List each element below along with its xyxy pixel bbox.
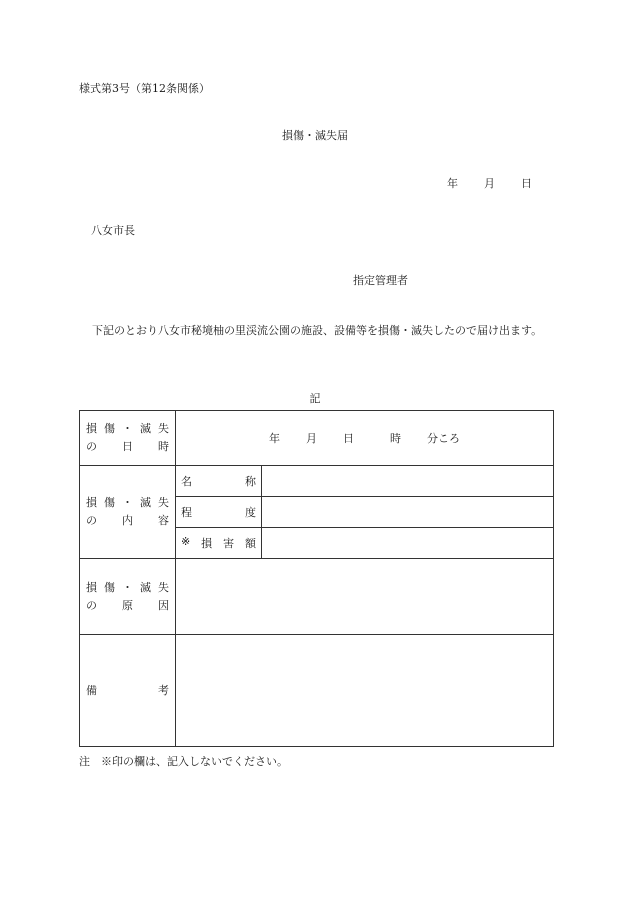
label-char: の [86,514,97,527]
label-char: 内 [122,514,133,527]
label-char: 度 [245,506,256,519]
date-day-label: 日 [521,177,532,190]
label-char: 失 [158,580,169,594]
date-year-label: 年 [447,177,458,190]
body-paragraph: 下記のとおり八女市秘境柚の里渓流公園の施設、設備等を損傷・滅失したので届け出ます。 [92,324,543,337]
footnote: 注 ※印の欄は、記入しないでください。 [79,755,288,768]
sublabel-damage-amount [176,528,262,559]
damage-amount-field[interactable] [262,528,554,559]
label-char: 備 [86,683,97,697]
table-row-remarks [80,635,554,747]
label-char: 損 [201,537,213,550]
label-datetime [80,411,176,466]
report-table [79,410,554,747]
label-char: 滅 [140,580,151,594]
label-char: 傷 [104,422,115,435]
label-char: 額 [244,537,256,550]
label-char: 容 [158,514,169,527]
cause-field[interactable] [176,559,554,635]
label-char: 日 [122,440,133,453]
datetime-hour-label: 時 [390,432,401,445]
datetime-month-label: 月 [306,432,317,445]
label-char: 損 [86,422,97,435]
label-char: 損 [86,496,97,509]
label-char: 程 [181,506,192,519]
designated-manager-label: 指定管理者 [353,274,408,287]
label-char: 因 [158,598,169,612]
table-row-datetime [80,411,554,466]
label-char: 名 [181,475,192,488]
form-number: 様式第3号（第12条関係） [79,82,210,95]
label-char: 失 [158,422,169,435]
label-char: ・ [122,422,133,435]
degree-field[interactable] [262,497,554,528]
table-row-content-name [80,466,554,497]
label-char: 原 [122,598,133,612]
document-title: 損傷・滅失届 [282,129,348,142]
label-content [80,466,176,559]
addressee: 八女市長 [91,224,135,237]
label-char: 失 [158,496,169,509]
label-char: 滅 [140,422,151,435]
remarks-field[interactable] [176,635,554,747]
label-char: 害 [223,537,235,550]
table-row-cause [80,559,554,635]
label-cause [80,559,176,635]
submission-date [447,175,532,191]
label-char: ・ [122,580,133,594]
datetime-field[interactable] [176,411,554,466]
label-char: 損 [86,580,97,594]
ki-heading: 記 [309,392,321,405]
label-char: 傷 [104,496,115,509]
date-month-label: 月 [484,177,495,190]
datetime-minute-label: 分ころ [427,432,460,445]
label-char: 称 [245,475,256,488]
label-char: 時 [158,440,169,453]
label-remarks [80,635,176,747]
label-char: 傷 [104,580,115,594]
sublabel-name [176,466,262,497]
name-field[interactable] [262,466,554,497]
label-char: の [86,440,97,453]
label-char: 考 [158,683,169,697]
label-char: 滅 [140,496,151,509]
datetime-day-label: 日 [343,432,354,445]
label-char: ※ [181,535,191,548]
label-char: ・ [122,496,133,509]
sublabel-degree [176,497,262,528]
label-char: の [86,598,97,612]
datetime-year-label: 年 [269,432,280,445]
